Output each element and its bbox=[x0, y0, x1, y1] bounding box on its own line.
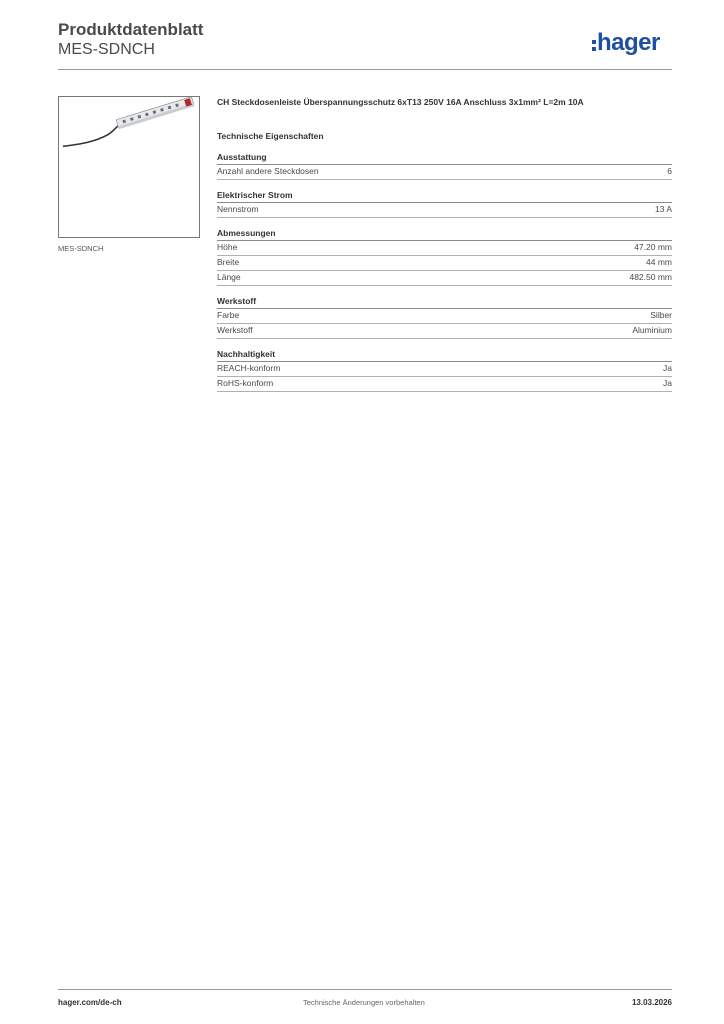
row-label: REACH-konform bbox=[217, 363, 281, 373]
section-nachhaltigkeit bbox=[217, 349, 672, 392]
row-label: Farbe bbox=[217, 310, 240, 320]
header-subtitle: MES-SDNCH bbox=[58, 41, 155, 58]
row-label: Werkstoff bbox=[217, 325, 253, 335]
row-value: 47.20 mm bbox=[634, 242, 672, 252]
technical-heading: Technische Eigenschaften bbox=[217, 131, 324, 141]
row-value: Ja bbox=[663, 378, 672, 388]
header-divider bbox=[58, 69, 672, 70]
section-elektrischer-strom bbox=[217, 190, 672, 218]
row-label: RoHS-konform bbox=[217, 378, 274, 388]
section-title: Ausstattung bbox=[217, 152, 672, 165]
section-abmessungen bbox=[217, 228, 672, 286]
section-werkstoff bbox=[217, 296, 672, 339]
row-label: Anzahl andere Steckdosen bbox=[217, 166, 319, 176]
table-row bbox=[217, 203, 672, 218]
product-title: CH Steckdosenleiste Überspannungsschutz 6xT13 250V 16A Anschluss 3x1mm² L=2m 10A bbox=[217, 97, 584, 107]
header-title: Produktdatenblatt bbox=[58, 20, 204, 39]
row-label: Breite bbox=[217, 257, 240, 267]
footer-divider bbox=[58, 989, 672, 990]
section-ausstattung bbox=[217, 152, 672, 180]
footer-website-link[interactable]: hager.com/de-ch bbox=[58, 998, 122, 1007]
table-row bbox=[217, 377, 672, 392]
row-label: Nennstrom bbox=[217, 204, 259, 214]
table-row bbox=[217, 309, 672, 324]
section-title: Nachhaltigkeit bbox=[217, 349, 672, 362]
footer-date: 13.03.2026 bbox=[631, 998, 672, 1007]
row-value: 44 mm bbox=[646, 257, 672, 267]
row-value: 6 bbox=[667, 166, 672, 176]
table-row bbox=[217, 271, 672, 286]
logo-colon-icon bbox=[592, 40, 596, 51]
table-row bbox=[217, 165, 672, 180]
table-row bbox=[217, 256, 672, 271]
product-image bbox=[58, 96, 200, 238]
row-value: Aluminium bbox=[632, 325, 672, 335]
row-value: Silber bbox=[650, 310, 672, 320]
image-caption: MES-SDNCH bbox=[58, 244, 104, 253]
row-label: Länge bbox=[217, 272, 241, 282]
table-row bbox=[217, 241, 672, 256]
section-title: Werkstoff bbox=[217, 296, 672, 309]
row-value: Ja bbox=[663, 363, 672, 373]
section-title: Abmessungen bbox=[217, 228, 672, 241]
hager-logo bbox=[592, 26, 660, 60]
row-label: Höhe bbox=[217, 242, 238, 252]
section-title: Elektrischer Strom bbox=[217, 190, 672, 203]
row-value: 13 A bbox=[654, 204, 672, 214]
table-row bbox=[217, 362, 672, 377]
footer-note: Technische Änderungen vorbehalten bbox=[303, 998, 425, 1007]
product-details bbox=[217, 96, 672, 392]
logo-text: hager bbox=[597, 29, 660, 56]
table-row bbox=[217, 324, 672, 339]
power-strip-image bbox=[59, 97, 199, 237]
row-value: 482.50 mm bbox=[629, 272, 672, 282]
